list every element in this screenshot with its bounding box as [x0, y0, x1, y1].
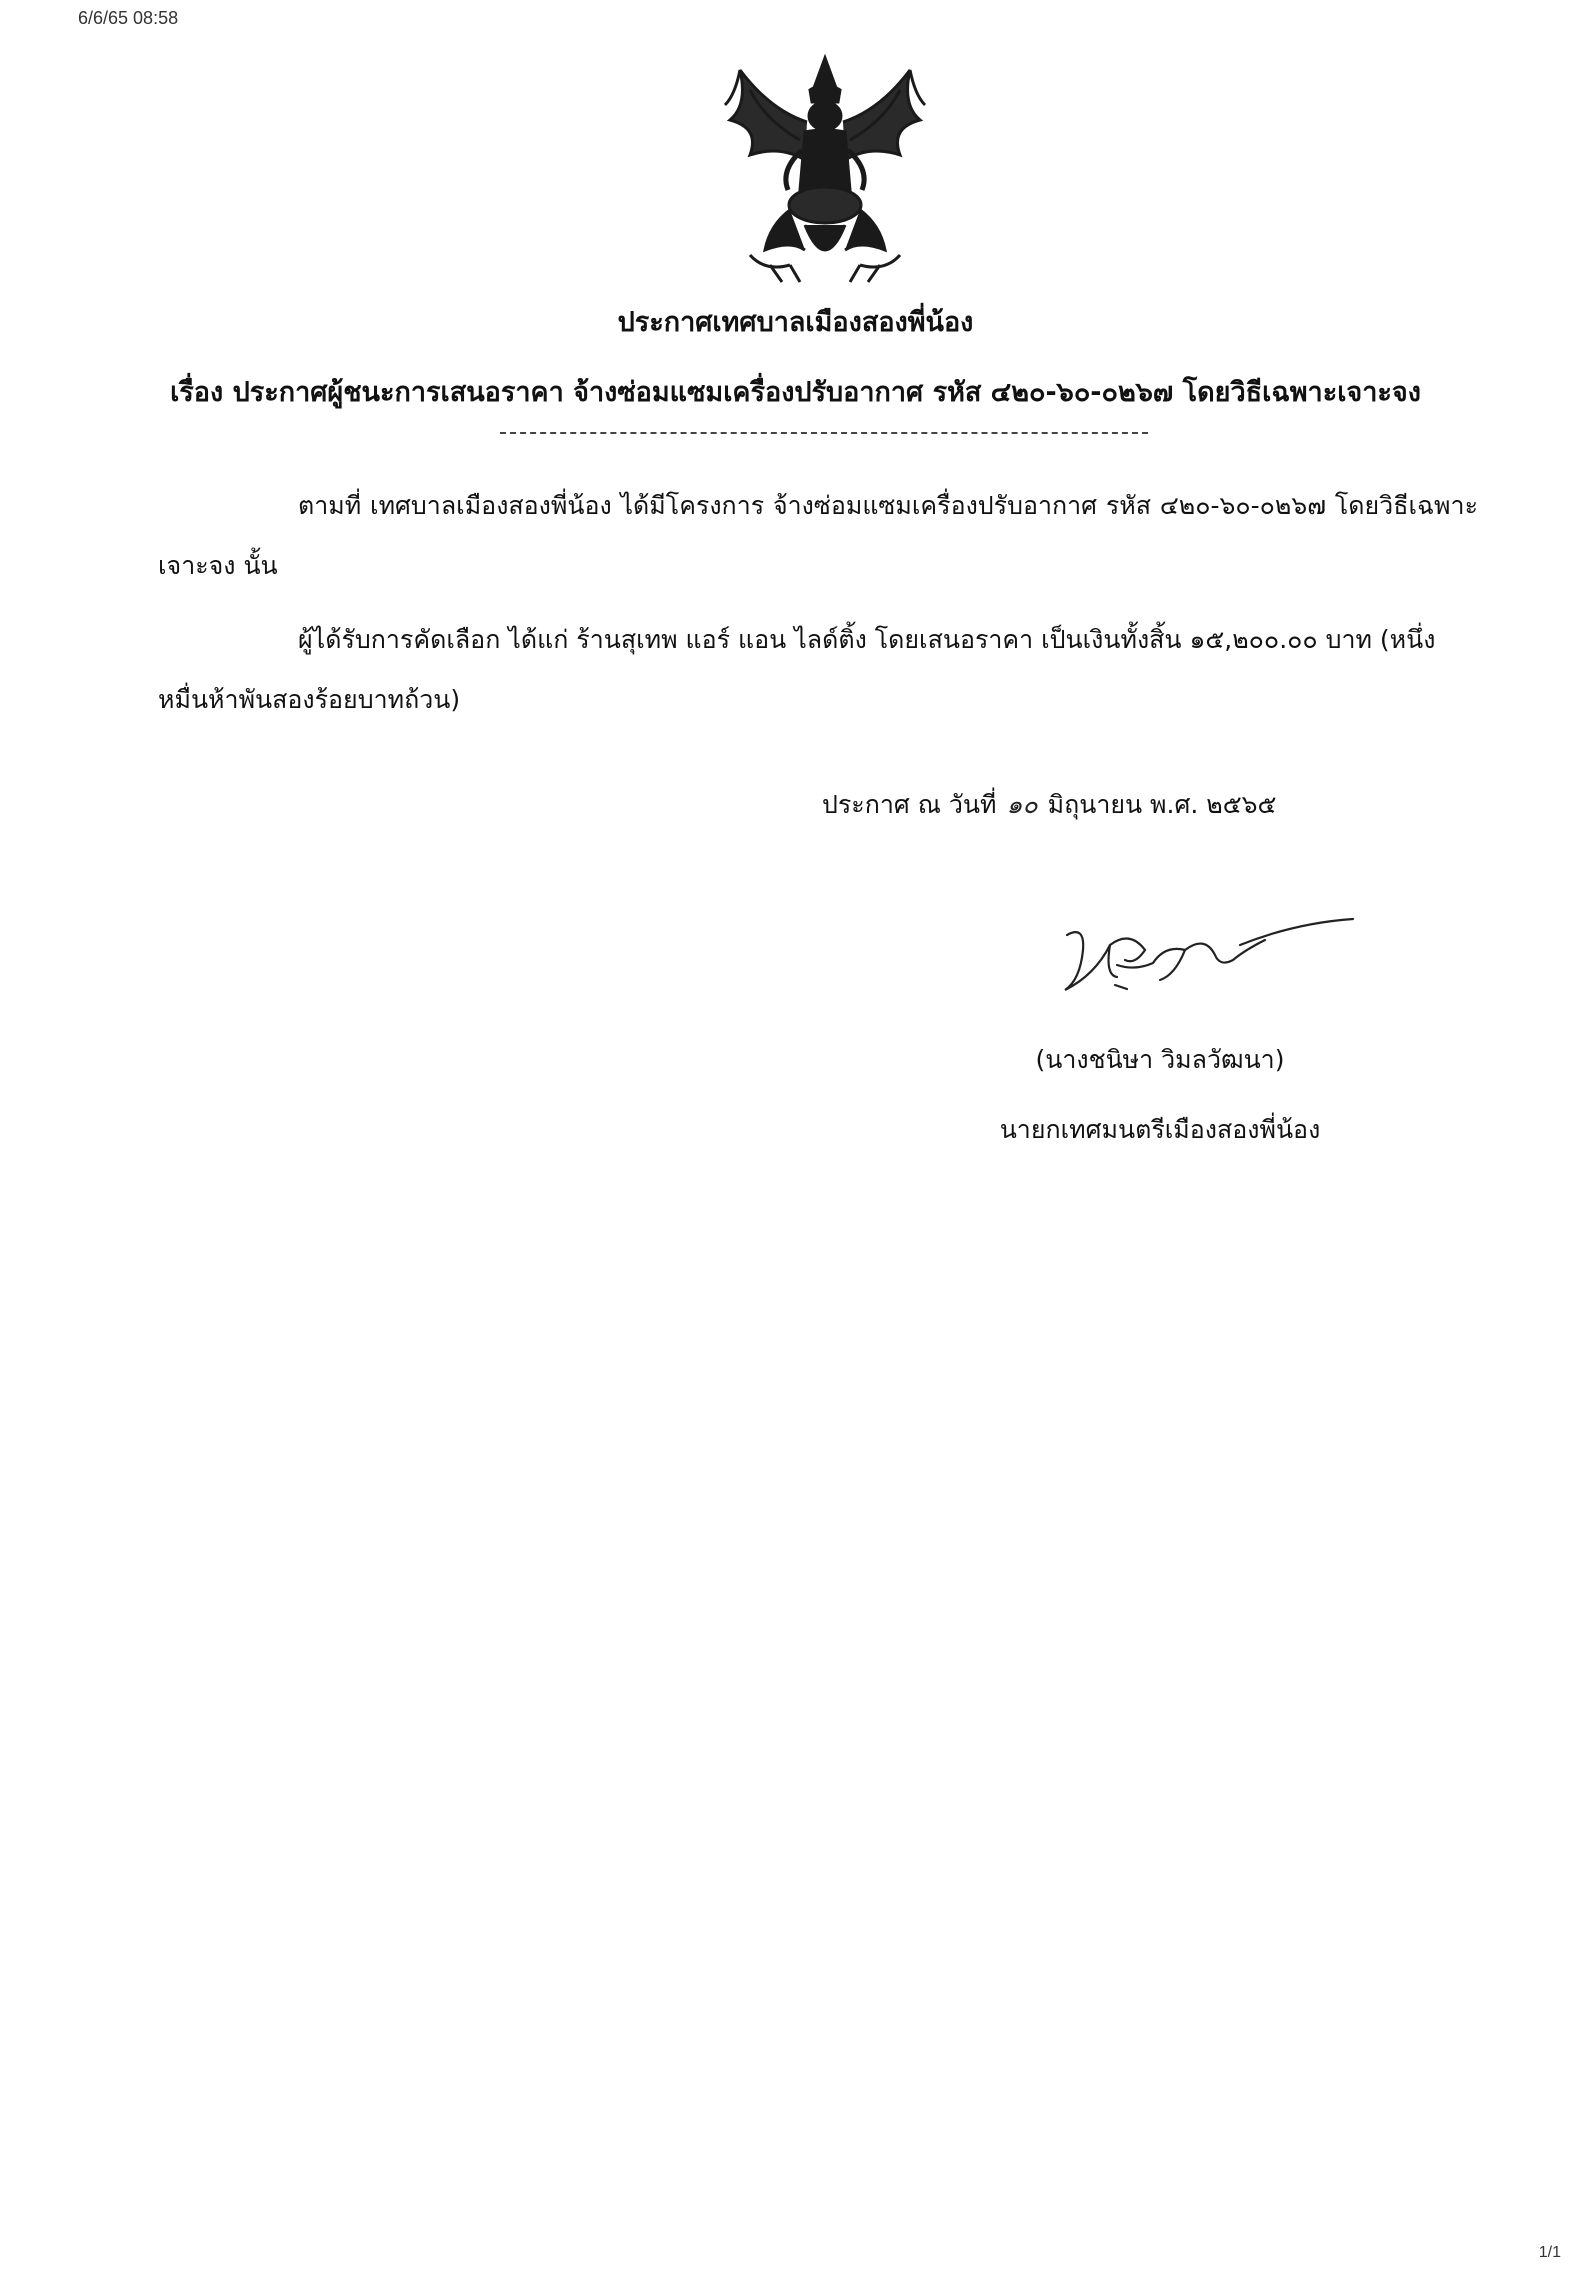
signatory-position: นายกเทศมนตรีเมืองสองพี่น้อง [999, 1115, 1321, 1144]
garuda-emblem-icon [710, 50, 940, 285]
page-number: 1/1 [1538, 2244, 1561, 2261]
print-timestamp: 6/6/65 08:58 [78, 8, 179, 28]
body-paragraph-winner: ผู้ได้รับการคัดเลือก ได้แก่ ร้านสุเทพ แอร์ แอน ไลด์ติ้ง โดยเสนอราคา เป็นเงินทั้งสิ้น ๑๕,๒๐๐.๐๐ บาท (หนึ่งหมื่นห้าพันสองร้อยบาทถ้วน) [158, 625, 1436, 714]
date-day: ๑๐ [1006, 790, 1038, 819]
dashed-divider [500, 432, 1148, 434]
announcement-subject: เรื่อง ประกาศผู้ชนะการเสนอราคา จ้างซ่อมแซมเครื่องปรับอากาศ รหัส ๔๒๐-๖๐-๐๒๖๗ โดยวิธีเฉพาะเจาะจง [170, 377, 1421, 408]
date-prefix: ประกาศ ณ วันที่ [822, 790, 997, 819]
announcement-title: ประกาศเทศบาลเมืองสองพี่น้อง [617, 307, 974, 338]
signatory-name: (นางชนิษา วิมลวัฒนา) [1035, 1045, 1285, 1074]
date-month-year: มิถุนายน พ.ศ. ๒๕๖๕ [1047, 790, 1277, 819]
announcement-date [822, 785, 1276, 825]
handwritten-signature [1055, 905, 1355, 1010]
body-paragraph-project: ตามที่ เทศบาลเมืองสองพี่น้อง ได้มีโครงการ จ้างซ่อมแซมเครื่องปรับอากาศ รหัส ๔๒๐-๖๐-๐๒๖๗ โดยวิธีเฉพาะเจาะจง นั้น [158, 491, 1478, 580]
